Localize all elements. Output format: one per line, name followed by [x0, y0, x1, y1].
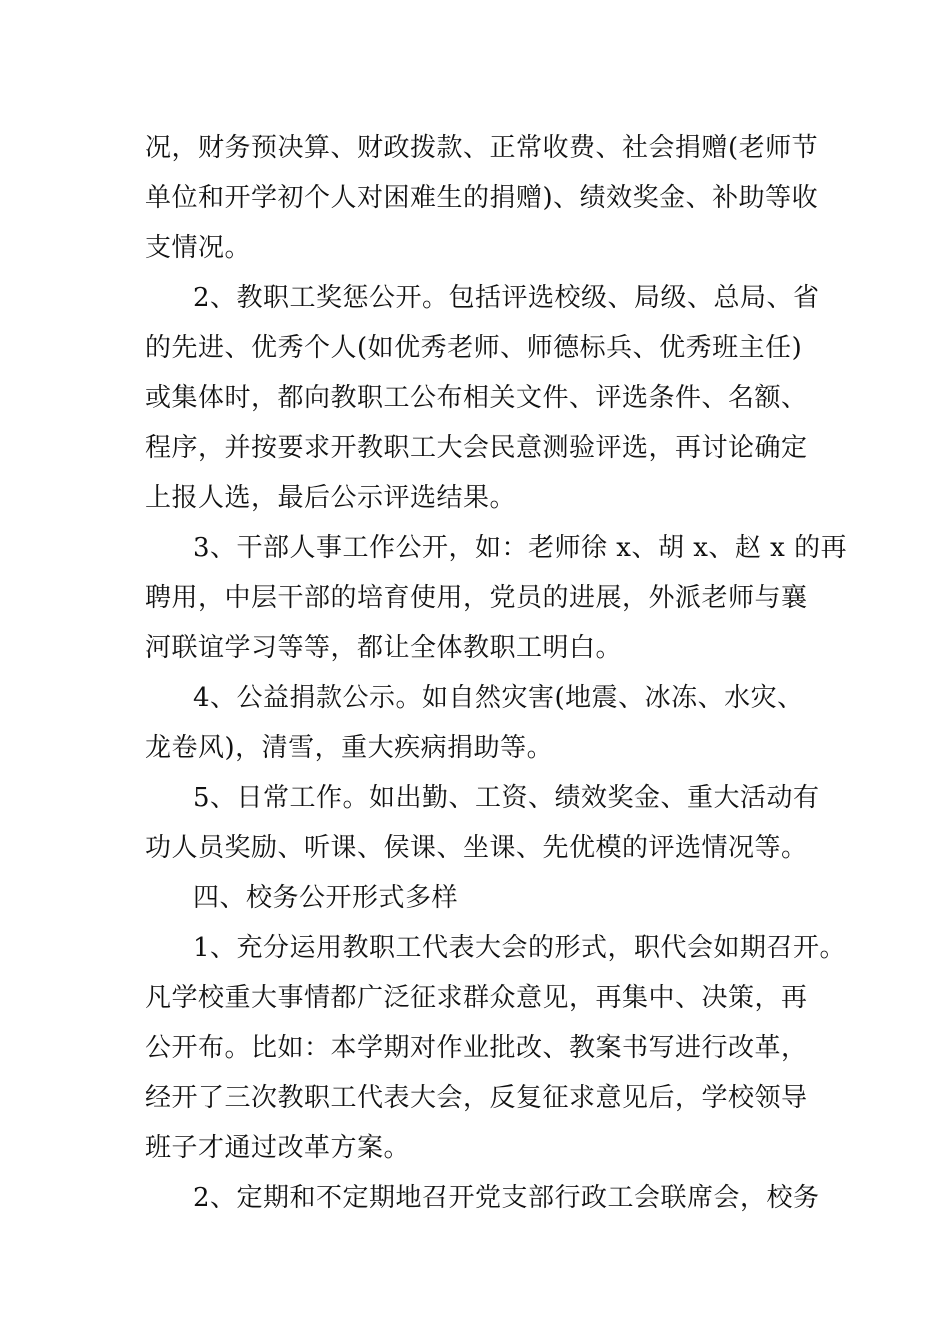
paragraph-start-line: 4、公益捐款公示。如自然灾害(地震、冰冻、水灾、: [193, 683, 804, 713]
paragraph-start-line: 5、日常工作。如出勤、工资、绩效奖金、重大活动有: [193, 783, 820, 813]
text-line: 功人员奖励、听课、侯课、坐课、先优模的评选情况等。: [145, 833, 808, 863]
paragraph-start-line: 2、教职工奖惩公开。包括评选校级、局级、总局、省: [193, 283, 820, 313]
text-line: 河联谊学习等等，都让全体教职工明白。: [145, 633, 623, 663]
text-line: 或集体时，都向教职工公布相关文件、评选条件、名额、: [145, 383, 808, 413]
section-heading: 四、校务公开形式多样: [193, 883, 459, 913]
text-line: 支情况。: [145, 233, 252, 263]
text-line: 况，财务预决算、财政拨款、正常收费、社会捐赠(老师节: [145, 133, 819, 163]
text-line: 的先进、优秀个人(如优秀老师、师德标兵、优秀班主任): [145, 333, 803, 363]
text-line: 公开布。比如：本学期对作业批改、教案书写进行改革，: [145, 1033, 808, 1063]
paragraph-start-line: 3、干部人事工作公开，如：老师徐 x、胡 x、赵 x 的再: [193, 533, 848, 563]
text-line: 龙卷风)，清雪，重大疾病捐助等。: [145, 733, 554, 763]
text-line: 聘用，中层干部的培育使用，党员的进展，外派老师与襄: [145, 583, 808, 613]
text-line: 上报人选，最后公示评选结果。: [145, 483, 517, 513]
text-line: 程序，并按要求开教职工大会民意测验评选，再讨论确定: [145, 433, 808, 463]
text-line: 经开了三次教职工代表大会，反复征求意见后，学校领导: [145, 1083, 808, 1113]
text-line: 单位和开学初个人对困难生的捐赠)、绩效奖金、补助等收: [145, 183, 819, 213]
paragraph-start-line: 2、定期和不定期地召开党支部行政工会联席会，校务: [193, 1183, 820, 1213]
text-line: 班子才通过改革方案。: [145, 1133, 411, 1163]
paragraph-start-line: 1、充分运用教职工代表大会的形式，职代会如期召开。: [193, 933, 847, 963]
text-line: 凡学校重大事情都广泛征求群众意见，再集中、决策，再: [145, 983, 808, 1013]
